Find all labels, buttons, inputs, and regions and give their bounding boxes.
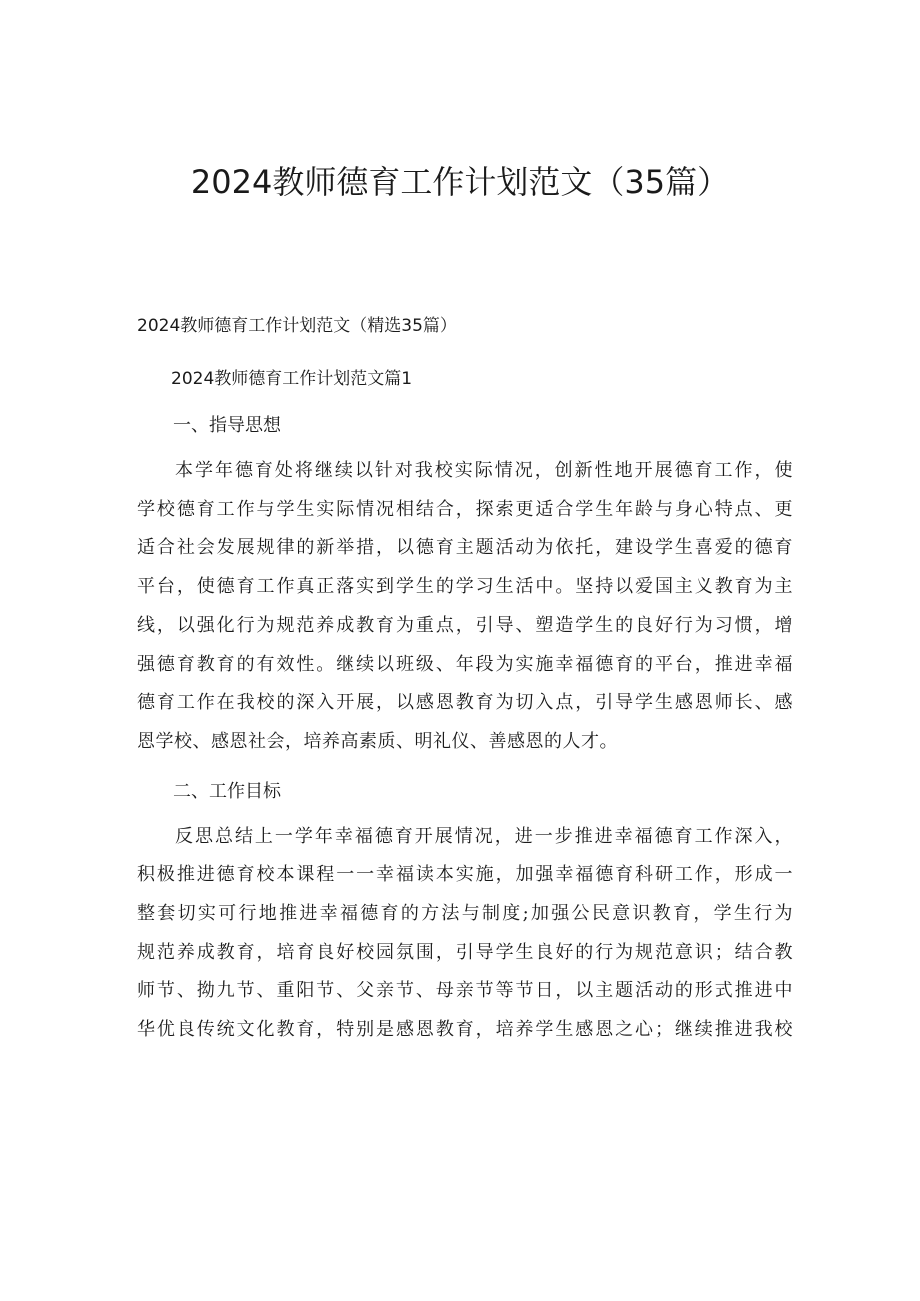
document-subtitle: 2024教师德育工作计划范文（精选35篇） (137, 316, 457, 336)
paragraph-line: 德育工作在我校的深入开展，以感恩教育为切入点，引导学生感恩师长、感 (137, 692, 793, 714)
paragraph-line: 平台，使德育工作真正落实到学生的学习生活中。坚持以爱国主义教育为主 (137, 576, 793, 598)
paragraph-line: 师节、拗九节、重阳节、父亲节、母亲节等节日，以主题活动的形式推进中 (137, 980, 793, 1002)
paragraph-line: 华优良传统文化教育，特别是感恩教育，培养学生感恩之心；继续推进我校 (137, 1019, 793, 1041)
paragraph-line: 强德育教育的有效性。继续以班级、年段为实施幸福德育的平台，推进幸福 (137, 653, 793, 675)
paragraph-line: 反思总结上一学年幸福德育开展情况，进一步推进幸福德育工作深入， (175, 825, 793, 847)
paragraph-line: 线，以强化行为规范养成教育为重点，引导、塑造学生的良好行为习惯，增 (137, 614, 793, 636)
paragraph-guiding-ideology (137, 452, 793, 762)
heading-guiding-ideology: 一、指导思想 (173, 415, 281, 436)
paragraph-line: 学校德育工作与学生实际情况相结合，探索更适合学生年龄与身心特点、更 (137, 498, 793, 520)
paragraph-line: 积极推进德育校本课程一一幸福读本实施，加强幸福德育科研工作，形成一 (137, 864, 793, 886)
document-body (137, 309, 793, 1050)
heading-work-goals: 二、工作目标 (173, 780, 281, 802)
paragraph-line: 整套切实可行地推进幸福德育的方法与制度;加强公民意识教育，学生行为 (137, 903, 793, 925)
paragraph-line: 规范养成教育，培育良好校园氛围，引导学生良好的行为规范意识；结合教 (137, 941, 793, 963)
section-title: 2024教师德育工作计划范文篇1 (171, 369, 413, 389)
document-title: 2024教师德育工作计划范文（35篇） (190, 163, 730, 201)
paragraph-work-goals (137, 818, 793, 1050)
paragraph-line: 本学年德育处将继续以针对我校实际情况，创新性地开展德育工作，使 (175, 460, 793, 481)
paragraph-line: 适合社会发展规律的新举措，以德育主题活动为依托，建设学生喜爱的德育 (137, 537, 793, 559)
paragraph-line: 恩学校、感恩社会，培养高素质、明礼仪、善感恩的人才。 (137, 730, 618, 752)
